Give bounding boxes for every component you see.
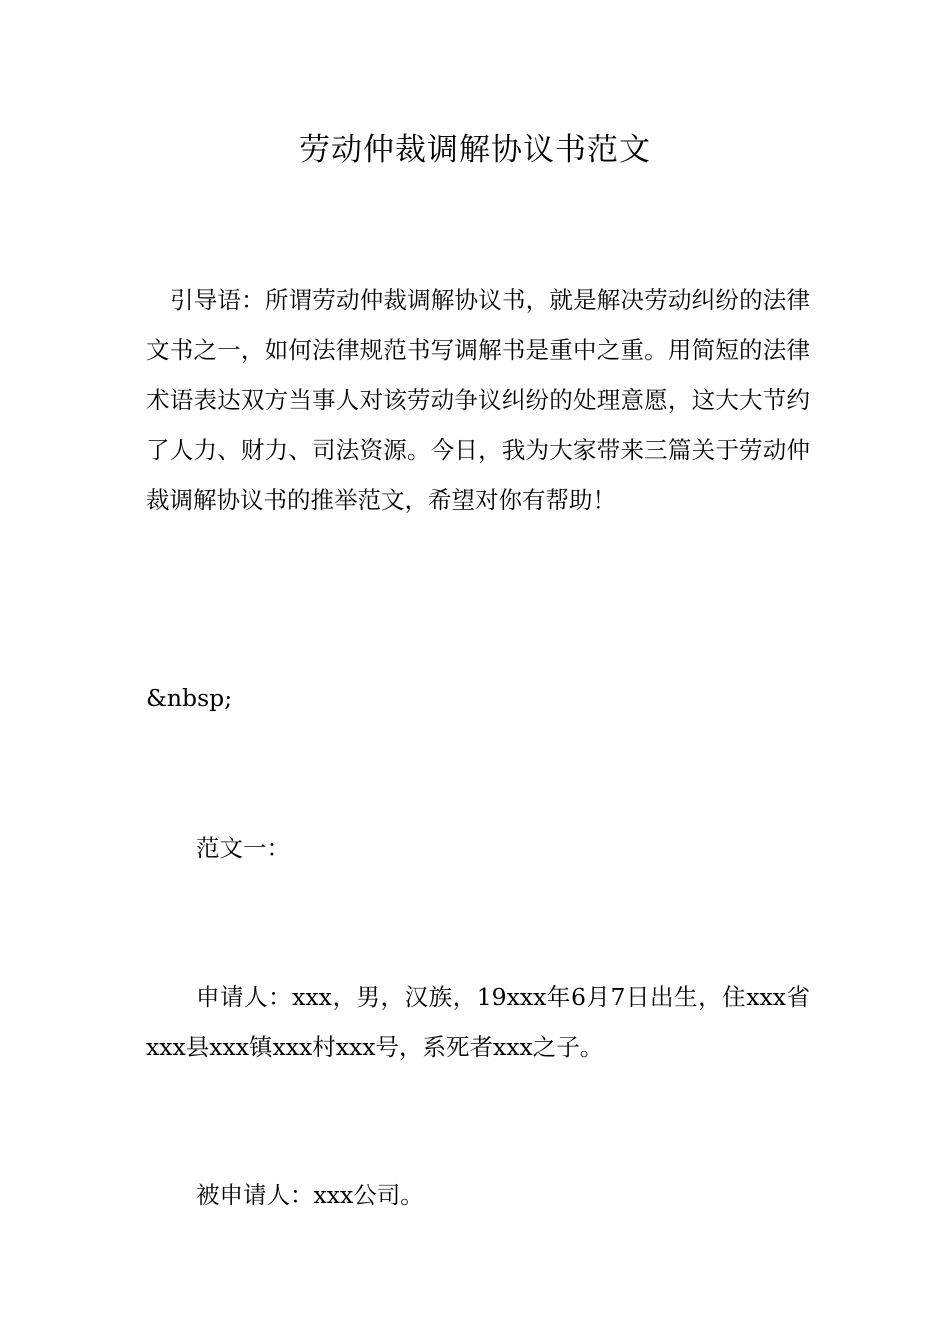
applicant-paragraph: 申请人：xxx，男，汉族，19xxx年6月7日出生，住xxx省xxx县xxx镇xxx村xxx号，系死者xxx之子。 — [146, 983, 810, 1061]
nbsp-text-line: &nbsp; — [146, 684, 233, 712]
intro-paragraph: 引导语：所谓劳动仲裁调解协议书，就是解决劳动纠纷的法律文书之一，如何法律规范书写调解书是重中之重。用简短的法律术语表达双方当事人对该劳动争议纠纷的处理意愿，这大大节约了人力、财力、司法资源。今日，我为大家带来三篇关于劳动仲裁调解协议书的推举范文，希望对你有帮助！ — [146, 286, 810, 514]
section-label: 范文一： — [196, 834, 290, 862]
document-title: 劳动仲裁调解协议书范文 — [299, 132, 651, 168]
respondent-paragraph: 被申请人：xxx公司。 — [196, 1181, 424, 1209]
